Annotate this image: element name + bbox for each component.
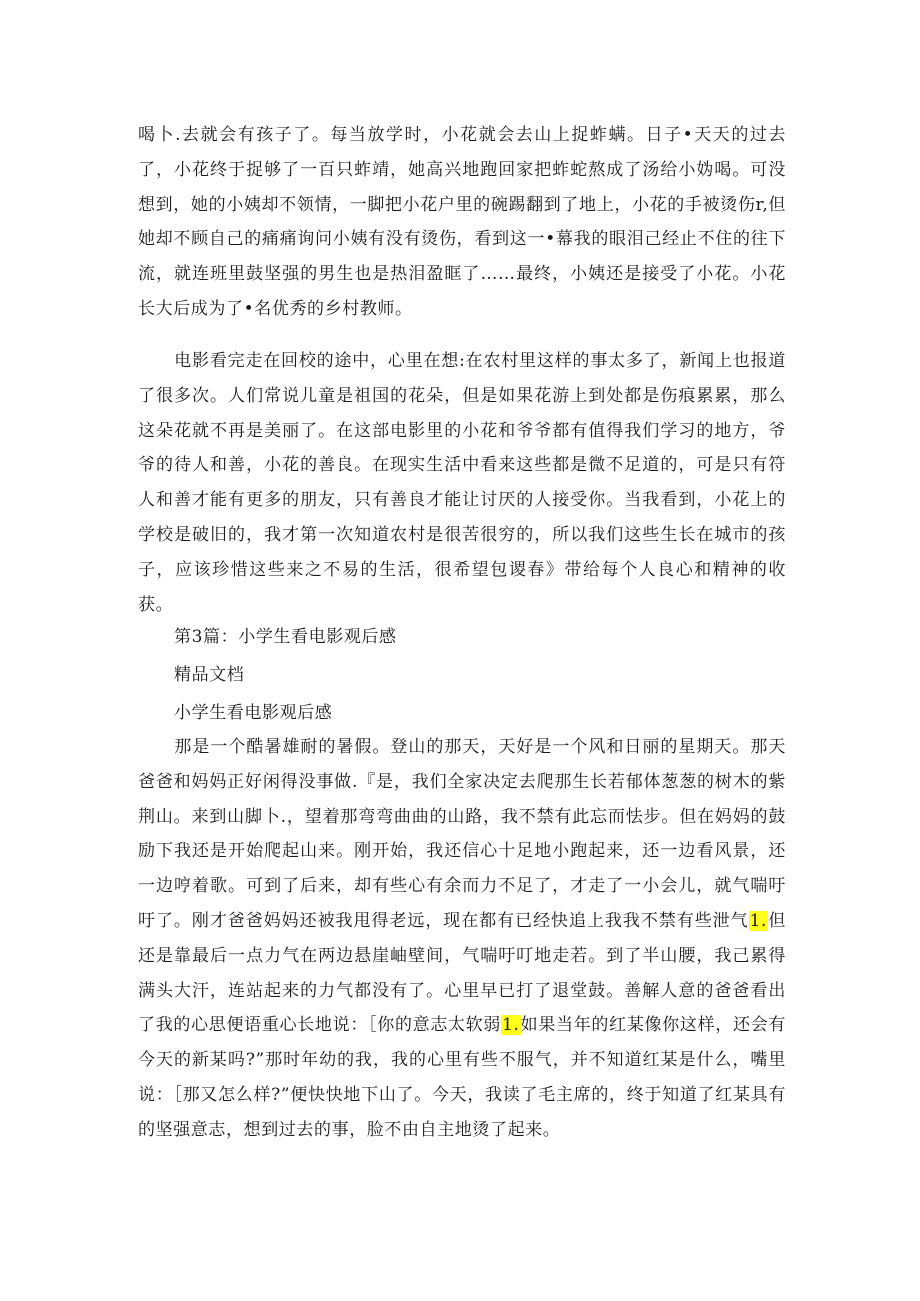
paragraph-reflection — [138, 344, 786, 622]
paragraph-text-part-a: 那是一个酷暑雄耐的暑假。登山的那天，天好是一个风和日丽的星期天。那天爸爸和妈妈正好闲得没事做.『是，我们全家决定去爬那生长若郁体葱葱的树木的紫荆山。来到山脚卜.，望着那弯弯曲曲的山路，我不禁有此忘而怯步。但在妈妈的鼓励下我还是开始爬起山来。刚开始，我还信心十足地小跑起来，还一边看风景，还一边哼着歌。可到了后来，却有些心有余而力不足了，才走了一小会儿，就气喘吁吁了。刚才爸爸妈妈还被我甩得老远，现在都有已经快追上我我不禁有些泄气 — [138, 737, 786, 931]
highlight-mark: 1. — [502, 1015, 520, 1036]
highlight-mark: 1. — [749, 910, 768, 931]
paragraph-text-part-c: 如果当年的红某像你这样，还会有今天的新某吗?”那时年幼的我，我的心里有些不服气，并不知道红某是什么，嘴里说：［那又怎么样?”便快快地下山了。今天，我读了毛主席的，终于知道了红某具有的坚强意志，想到过去的事，脸不由自主地烫了起来。 — [138, 1015, 786, 1140]
article-subtitle: 小学生看电影观后感 — [174, 703, 333, 723]
paragraph-text-part-b: 但还是靠最后一点力气在两边悬崖岫壁间，气喘吁叮地走若。到了半山腰，我己累得满头大汗，连站起来的力气都没有了。心里早已打了退堂鼓。善解人意的爸爸看出了我的心思便语重心长地说：［你的意志太软弱 — [138, 910, 786, 1036]
paragraph-text: 电影看完走在回校的途中，心里在想:在农村里这样的事太多了，新闻上也报道了很多次。人们常说儿童是祖国的花朵，但是如果花游上到处都是伤痕累累，那么这朵花就不再是美丽了。在这部电影里的小花和爷爷都有值得我们学习的地方，爷爷的待人和善，小花的善良。在现实生活中看来这些都是微不足道的，可是只有符人和善才能有更多的朋友，只有善良才能让讨厌的人接受你。当我看到，小花上的学校是破旧的，我才第一次知道农村是很苦很穷的，所以我们这些生长在城市的孩子，应该珍惜这些来之不易的生活，很希望包谡春》带给每个人良心和精神的收获。 — [138, 351, 786, 615]
section-heading: 第3篇：小学生看电影观后感 — [174, 627, 397, 647]
paragraph-text: 喝卜.去就会有孩子了。每当放学时，小花就会去山上捉蚱螨。日子•天天的过去了，小花终于捉够了一百只蚱靖，她高兴地跑回家把蚱蛇熬成了汤给小妫喝。可没想到，她的小姨却不领情，一脚把小花户里的碗踢翻到了地上，小花的手被烫伤r,但她却不顾自己的痛痛询问小姨有没有烫伤，看到这一•幕我的眼泪己经止不住的往下流，就连班里鼓坚强的男生也是热泪盈眶了……最终，小姨还是接受了小花。小花长大后成为了•名优秀的乡村教师。 — [138, 125, 786, 319]
paragraph-story-ending — [138, 118, 786, 327]
document-tag: 精品文档 — [174, 665, 245, 685]
paragraph-mountain-climb — [138, 730, 786, 1148]
